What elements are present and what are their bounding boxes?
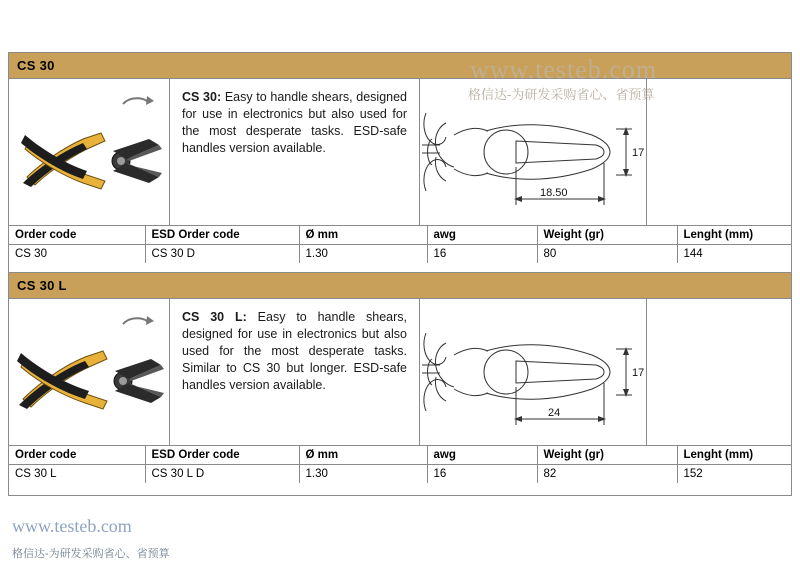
drawing-svg xyxy=(420,79,646,225)
header-weight: Weight (gr) xyxy=(537,226,677,245)
product-block-cs30 xyxy=(8,52,792,276)
product-photo-right xyxy=(647,79,791,225)
product-photo-right xyxy=(647,299,791,445)
footer-url: www.testeb.com xyxy=(12,516,132,536)
footer-subtitle: 格信达-为研发采购省心、省预算 xyxy=(12,548,170,560)
product-body xyxy=(9,79,791,225)
product-description-lead: CS 30: xyxy=(182,90,222,104)
product-description xyxy=(182,89,407,157)
value-length: 144 xyxy=(677,245,791,264)
product-technical-drawing xyxy=(420,79,647,225)
header-diameter: Ø mm xyxy=(299,226,427,245)
value-awg: 16 xyxy=(427,245,537,264)
value-length: 152 xyxy=(677,465,791,484)
header-awg: awg xyxy=(427,446,537,465)
header-esd-order-code: ESD Order code xyxy=(145,446,299,465)
drawing-svg xyxy=(420,299,646,445)
drawing-height-label: 17 xyxy=(632,367,645,379)
header-diameter: Ø mm xyxy=(299,446,427,465)
product-title-bar xyxy=(9,273,791,299)
product-title: CS 30 xyxy=(17,58,55,73)
product-description-lead: CS 30 L: xyxy=(182,310,247,324)
product-block-cs30l xyxy=(8,272,792,496)
spec-table xyxy=(9,445,791,483)
product-title: CS 30 L xyxy=(17,278,67,293)
product-technical-drawing xyxy=(420,299,647,445)
value-awg: 16 xyxy=(427,465,537,484)
product-body xyxy=(9,299,791,445)
value-esd-order-code: CS 30 L D xyxy=(145,465,299,484)
spec-table-row xyxy=(9,245,791,264)
spec-table-header-row xyxy=(9,226,791,245)
value-weight: 82 xyxy=(537,465,677,484)
product-description xyxy=(182,309,407,394)
product-photo-left xyxy=(9,299,170,445)
watermark-url: www.testeb.com xyxy=(470,55,658,84)
value-diameter: 1.30 xyxy=(299,245,427,264)
drawing-width-label: 18.50 xyxy=(540,187,568,199)
product-description-text: Easy to handle shears, designed for use in electronics but also used for the most desperate tasks. Similar to CS 30 but longer. ESD-safe handles version available. xyxy=(182,310,407,392)
value-order-code: CS 30 L xyxy=(9,465,145,484)
spec-table xyxy=(9,225,791,263)
value-esd-order-code: CS 30 D xyxy=(145,245,299,264)
value-order-code: CS 30 xyxy=(9,245,145,264)
header-length: Lenght (mm) xyxy=(677,446,791,465)
header-length: Lenght (mm) xyxy=(677,226,791,245)
header-esd-order-code: ESD Order code xyxy=(145,226,299,245)
value-weight: 80 xyxy=(537,245,677,264)
cut-direction-arrow-icon xyxy=(121,95,155,109)
product-title-bar xyxy=(9,53,791,79)
product-description-cell xyxy=(170,299,420,445)
product-description-cell xyxy=(170,79,420,225)
watermark-subtitle: 格信达-为研发采购省心、省预算 xyxy=(468,87,655,102)
spec-table-row xyxy=(9,465,791,484)
cut-direction-arrow-icon xyxy=(121,315,155,329)
spec-table-header-row xyxy=(9,446,791,465)
header-order-code: Order code xyxy=(9,446,145,465)
drawing-width-label: 24 xyxy=(548,407,561,419)
drawing-height-label: 17 xyxy=(632,147,645,159)
header-order-code: Order code xyxy=(9,226,145,245)
value-diameter: 1.30 xyxy=(299,465,427,484)
header-awg: awg xyxy=(427,226,537,245)
header-weight: Weight (gr) xyxy=(537,446,677,465)
product-photo-left xyxy=(9,79,170,225)
product-description-text: Easy to handle shears, designed for use in electronics but also used for the most desperate tasks. ESD-safe handles version available. xyxy=(182,90,408,155)
